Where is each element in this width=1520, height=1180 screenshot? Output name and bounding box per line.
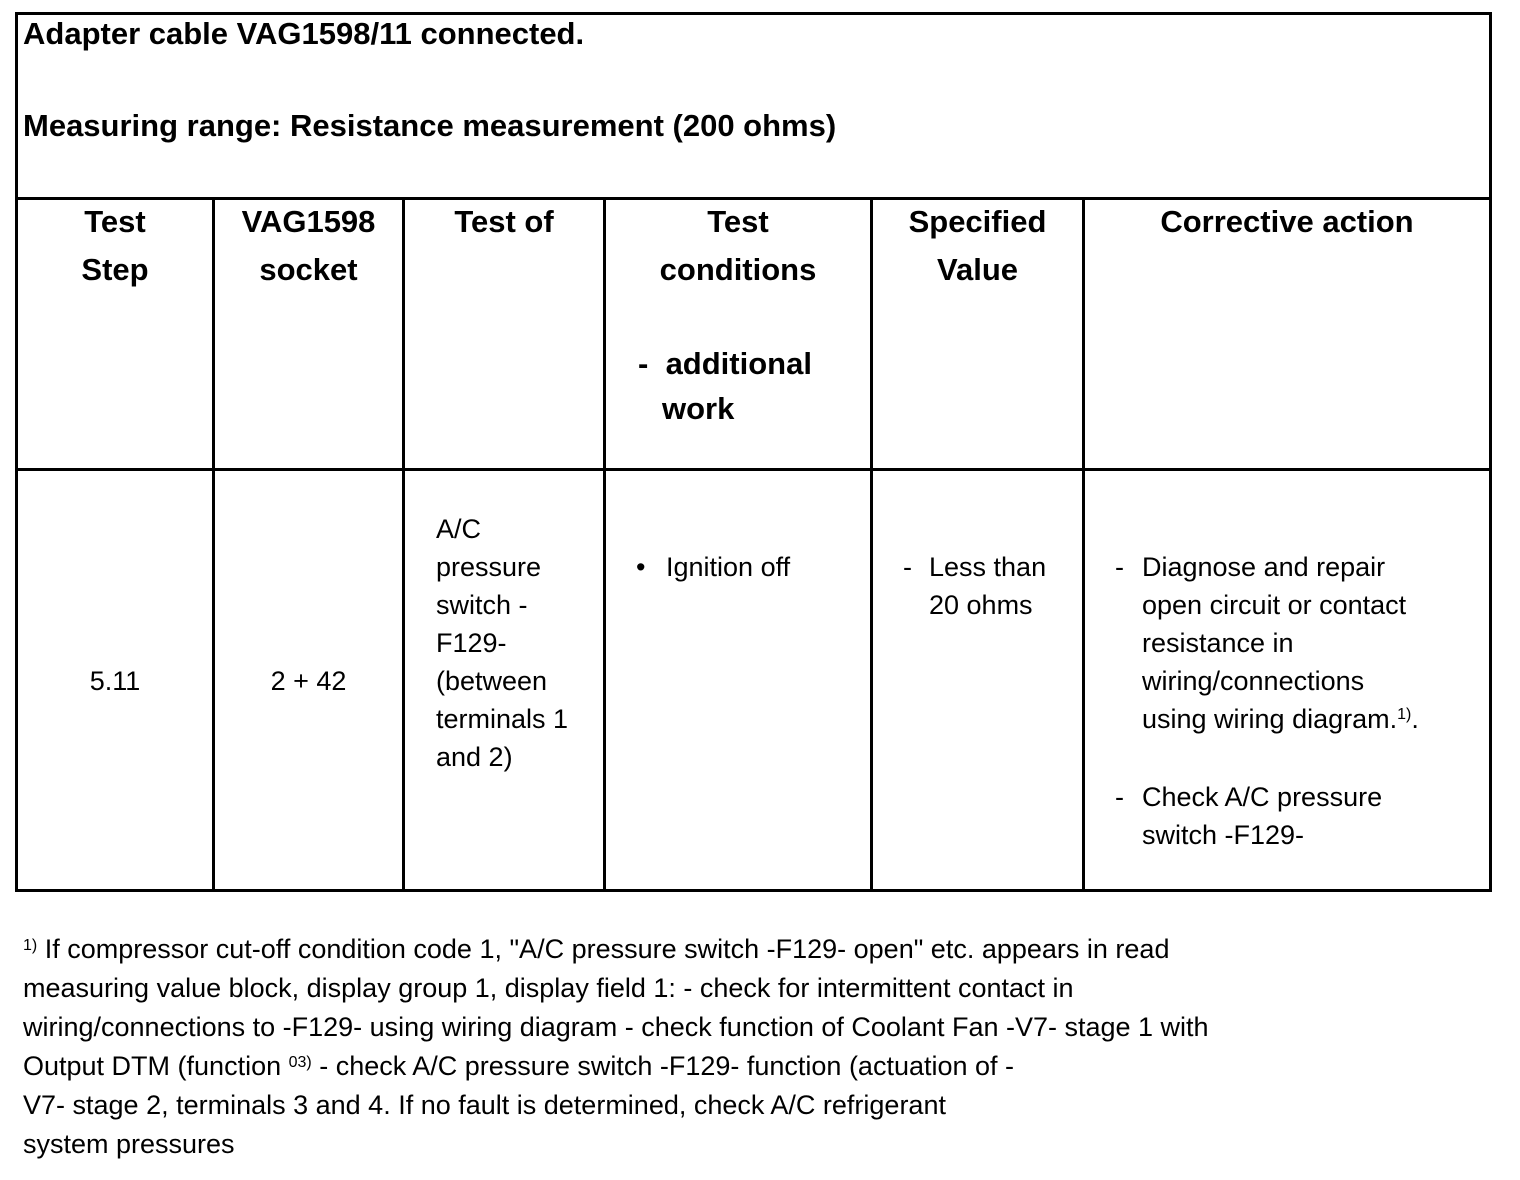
table-border-left	[15, 12, 18, 892]
cell-test-conditions: Ignition off	[666, 552, 791, 582]
header-additional-line2: work	[662, 391, 735, 426]
header-socket-line1: VAG1598	[241, 204, 376, 239]
adapter-cable-note: Adapter cable VAG1598/11 connected.	[23, 16, 585, 51]
footnote-line2: measuring value block, display group 1, display field 1: - check for intermittent contact in	[23, 973, 1074, 1003]
footnote-line1	[23, 930, 1209, 969]
header-specified-line2: Value	[937, 252, 1018, 287]
test-of-line: pressure	[436, 552, 542, 582]
footnote-text: - check A/C pressure switch -F129- function (actuation of -	[311, 1051, 1015, 1081]
corrective-line: Diagnose and repair	[1142, 552, 1386, 582]
cell-corrective-action-1	[1142, 548, 1482, 738]
header-divider	[15, 468, 1492, 471]
header-test-of-line: Test of	[454, 204, 554, 239]
header-test-of	[405, 198, 603, 246]
footnote-line6: system pressures	[23, 1129, 235, 1159]
table-border-top	[15, 12, 1492, 15]
corrective-line: switch -F129-	[1142, 820, 1305, 850]
footnote-text: Output DTM (function	[23, 1051, 289, 1081]
header-test-step-line2: Step	[81, 252, 149, 287]
col-divider-2	[402, 197, 405, 892]
footnote-function-ref: 03)	[288, 1054, 312, 1071]
header-corrective-action	[1085, 198, 1489, 246]
header-corrective-line: Corrective action	[1160, 204, 1414, 239]
cell-socket: 2 + 42	[270, 666, 347, 696]
header-conditions-line1: Test	[707, 204, 769, 239]
corrective-line: wiring/connections	[1142, 666, 1365, 696]
corrective-line-text: using wiring diagram.	[1142, 704, 1398, 734]
header-conditions-line2: conditions	[659, 252, 817, 287]
test-of-line: A/C	[436, 514, 482, 544]
test-of-line: switch -	[436, 590, 528, 620]
footnote-line3: wiring/connections to -F129- using wiring diagram - check function of Coolant Fan -V7- stage 1 with	[23, 1012, 1209, 1042]
specified-dash: -	[903, 552, 912, 582]
col-divider-1	[212, 197, 215, 892]
header-socket	[215, 198, 402, 294]
header-additional-text: additional	[665, 346, 812, 381]
table-border-bottom	[15, 889, 1492, 892]
col-divider-4	[870, 197, 873, 892]
cell-corrective-action-2	[1142, 778, 1482, 854]
footnote-line5: V7- stage 2, terminals 3 and 4. If no fault is determined, check A/C refrigerant	[23, 1090, 946, 1120]
measuring-range-note: Measuring range: Resistance measurement (200 ohms)	[23, 108, 837, 143]
footnote	[23, 930, 1209, 1164]
bullet-icon: •	[636, 552, 646, 582]
col-divider-3	[603, 197, 606, 892]
footnote-marker: 1)	[23, 937, 38, 954]
header-test-step-line1: Test	[84, 204, 146, 239]
cell-test-of	[436, 510, 601, 776]
header-test-conditions	[606, 198, 870, 294]
specified-line: Less than	[929, 552, 1047, 582]
corrective-1-dash: -	[1115, 552, 1124, 582]
footnote-text: If compressor cut-off condition code 1, "A/C pressure switch -F129- open" etc. appears in read	[37, 934, 1170, 964]
header-test-step	[18, 198, 212, 294]
header-additional-dash: -	[638, 346, 649, 381]
header-additional-work	[638, 340, 868, 433]
header-additional-line1	[638, 340, 868, 388]
header-socket-line2: socket	[259, 252, 358, 287]
corrective-line: open circuit or contact	[1142, 590, 1407, 620]
corrective-line-end: .	[1411, 704, 1419, 734]
test-of-line: terminals 1	[436, 704, 569, 734]
specified-line: 20 ohms	[929, 590, 1033, 620]
corrective-line-last	[1142, 700, 1482, 738]
col-divider-5	[1082, 197, 1085, 892]
header-specified-value	[873, 198, 1082, 294]
table-border-right	[1489, 12, 1492, 892]
test-of-line: (between	[436, 666, 548, 696]
test-of-line: F129-	[436, 628, 507, 658]
header-specified-line1: Specified	[908, 204, 1047, 239]
corrective-line: Check A/C pressure	[1142, 782, 1383, 812]
footnote-line4	[23, 1047, 1209, 1086]
cell-test-step: 5.11	[89, 666, 141, 696]
corrective-line: resistance in	[1142, 628, 1294, 658]
corrective-2-dash: -	[1115, 782, 1124, 812]
test-of-line: and 2)	[436, 742, 513, 772]
cell-specified-value	[929, 548, 1079, 624]
footnote-ref: 1)	[1397, 706, 1412, 723]
